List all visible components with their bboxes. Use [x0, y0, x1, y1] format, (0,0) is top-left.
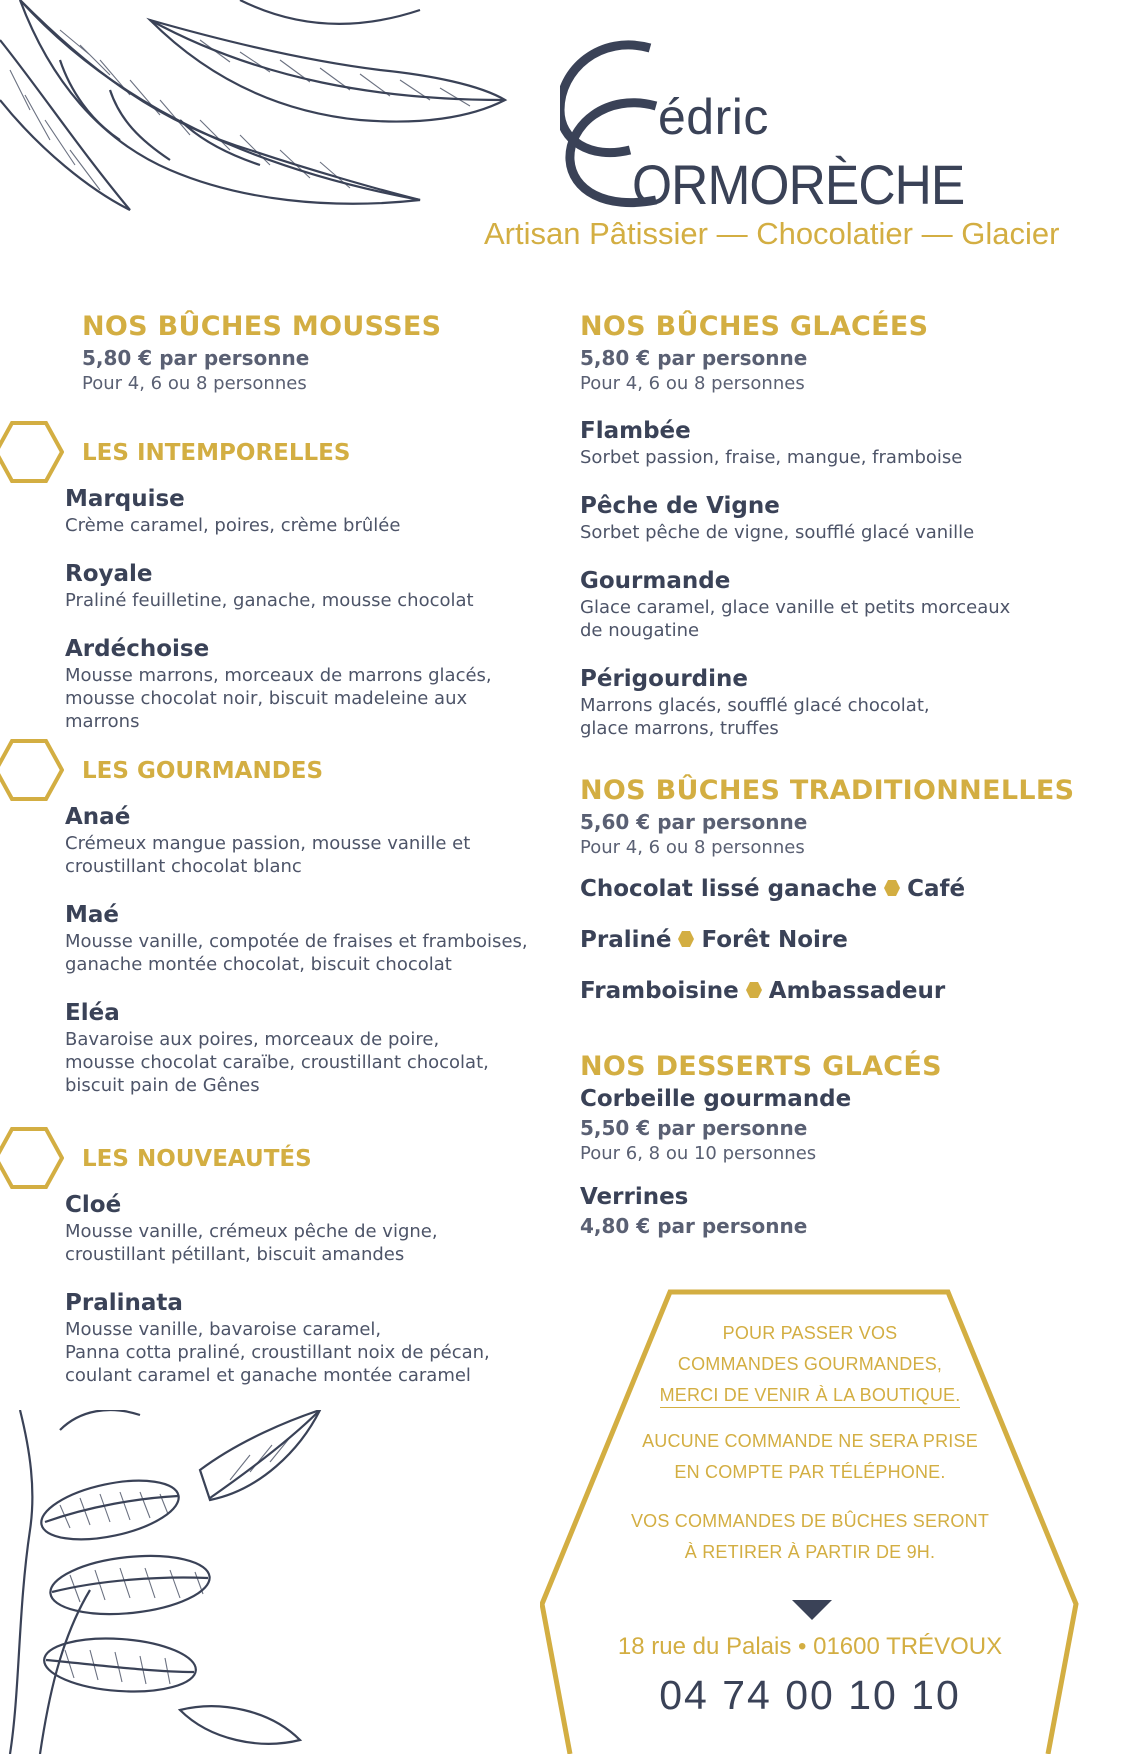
item-desc: ganache montée chocolat, biscuit chocolat — [65, 954, 452, 975]
menu-item — [580, 1182, 1100, 1240]
brand-last-name: ORMORÈCHE — [632, 153, 965, 216]
item-desc: Praliné feuilletine, ganache, mousse chocolat — [65, 590, 474, 611]
hexagon-bullet-icon — [677, 930, 695, 948]
item-desc: Bavaroise aux poires, morceaux de poire, — [65, 1029, 440, 1050]
notice-line: POUR PASSER VOS — [722, 1323, 898, 1343]
hexagon-icon — [0, 1126, 64, 1190]
trad-row — [580, 976, 1110, 1006]
group-intemporelles-title-wrap — [82, 438, 350, 468]
glacees-title: NOS BÛCHES GLACÉES — [580, 311, 929, 342]
mousses-section — [82, 310, 552, 396]
traditionnelles-price: 5,60 € par personne — [580, 810, 808, 834]
menu-item — [580, 416, 1100, 469]
hexagon-icon — [0, 738, 64, 802]
menu-item — [65, 559, 545, 612]
item-desc: Sorbet pêche de vigne, soufflé glacé vanille — [580, 522, 975, 543]
notice-block-3 — [610, 1506, 1010, 1568]
item-portions: Pour 6, 8 ou 10 personnes — [580, 1143, 817, 1164]
item-desc: biscuit pain de Gênes — [65, 1075, 260, 1096]
menu-item — [580, 1084, 1100, 1166]
trad-right: Ambassadeur — [768, 978, 946, 1004]
item-desc: Glace caramel, glace vanille et petits morceaux — [580, 597, 1011, 618]
brand-tagline: Artisan Pâtissier — Chocolatier — Glacier — [484, 216, 1060, 251]
hexagon-icon — [0, 420, 64, 484]
item-desc: croustillant chocolat blanc — [65, 856, 302, 877]
item-desc: Mousse marrons, morceaux de marrons glacés, — [65, 665, 492, 686]
item-name: Gourmande — [580, 568, 731, 594]
glacees-portions: Pour 4, 6 ou 8 personnes — [580, 373, 805, 394]
hexagon-bullet-icon — [745, 981, 763, 999]
hexagon-bullet-icon — [883, 879, 901, 897]
group-title: LES GOURMANDES — [82, 758, 324, 784]
group-gourmandes-title-wrap — [82, 756, 323, 786]
menu-item — [65, 998, 545, 1097]
notice-line: EN COMPTE PAR TÉLÉPHONE. — [674, 1462, 946, 1482]
item-price: 5,50 € par personne — [580, 1116, 808, 1140]
group-title: LES NOUVEAUTÉS — [82, 1146, 312, 1172]
desserts-section — [580, 1050, 1100, 1262]
item-name: Anaé — [65, 804, 131, 830]
item-desc: Mousse vanille, compotée de fraises et framboises, — [65, 931, 528, 952]
item-desc: Crémeux mangue passion, mousse vanille et — [65, 833, 471, 854]
group-nouveautes — [65, 1190, 545, 1409]
item-name: Verrines — [580, 1184, 689, 1210]
group-nouveautes-title-wrap — [82, 1144, 312, 1174]
item-desc: glace marrons, truffes — [580, 718, 779, 739]
item-name: Flambée — [580, 418, 691, 444]
notice-line: À RETIRER À PARTIR DE 9H. — [684, 1542, 936, 1562]
menu-item — [580, 664, 1100, 740]
notice-line: VOS COMMANDES DE BÛCHES SERONT — [630, 1511, 990, 1531]
menu-item — [65, 1288, 545, 1387]
notice-block-2 — [610, 1426, 1010, 1488]
traditionnelles-section — [580, 774, 1110, 1027]
item-desc: de nougatine — [580, 620, 700, 641]
desserts-title: NOS DESSERTS GLACÉS — [580, 1051, 942, 1082]
mousses-price: 5,80 € par personne — [82, 346, 310, 370]
group-title: LES INTEMPORELLES — [82, 440, 351, 466]
menu-item — [580, 566, 1100, 642]
item-name: Pêche de Vigne — [580, 493, 780, 519]
trad-right: Café — [907, 876, 966, 902]
item-name: Cloé — [65, 1192, 122, 1218]
item-name: Pralinata — [65, 1290, 183, 1316]
item-name: Marquise — [65, 486, 185, 512]
item-desc: Sorbet passion, fraise, mangue, framboise — [580, 447, 963, 468]
brand-first-name: édric — [658, 89, 769, 145]
item-desc: mousse chocolat caraïbe, croustillant chocolat, — [65, 1052, 489, 1073]
traditionnelles-title: NOS BÛCHES TRADITIONNELLES — [580, 775, 1075, 806]
group-gourmandes — [65, 802, 545, 1119]
trad-row — [580, 874, 1110, 904]
item-price: 4,80 € par personne — [580, 1214, 808, 1238]
item-desc: Marrons glacés, soufflé glacé chocolat, — [580, 695, 930, 716]
menu-item — [65, 484, 545, 537]
item-name: Eléa — [65, 1000, 120, 1026]
item-name: Corbeille gourmande — [580, 1086, 852, 1112]
item-desc: Crème caramel, poires, crème brûlée — [65, 515, 401, 536]
shop-address: 18 rue du Palais • 01600 TRÉVOUX — [617, 1633, 1003, 1660]
trad-left: Chocolat lissé ganache — [580, 876, 878, 902]
notice-line: AUCUNE COMMANDE NE SERA PRISE — [642, 1431, 978, 1451]
trad-right: Forêt Noire — [701, 927, 848, 953]
notice-underlined-line: MERCI DE VENIR À LA BOUTIQUE. — [660, 1385, 961, 1408]
menu-item — [580, 491, 1100, 544]
notice-block-1 — [610, 1318, 1010, 1411]
mousses-portions: Pour 4, 6 ou 8 personnes — [82, 373, 307, 394]
mousses-title: NOS BÛCHES MOUSSES — [82, 311, 442, 342]
cocoa-pods-illustration-bottom — [0, 1410, 330, 1754]
item-name: Maé — [65, 902, 120, 928]
brand-logo — [560, 40, 1000, 216]
shop-phone: 04 74 00 10 10 — [659, 1672, 961, 1718]
item-name: Ardéchoise — [65, 636, 210, 662]
trad-row — [580, 925, 1110, 955]
trad-left: Framboisine — [580, 978, 739, 1004]
item-desc: Mousse vanille, crémeux pêche de vigne, — [65, 1221, 438, 1242]
notice-line: COMMANDES GOURMANDES, — [677, 1354, 943, 1374]
item-name: Royale — [65, 561, 153, 587]
item-desc: coulant caramel et ganache montée caramel — [65, 1365, 471, 1386]
cocoa-leaves-illustration-top — [0, 0, 520, 250]
item-desc: Panna cotta praliné, croustillant noix de pécan, — [65, 1342, 490, 1363]
item-desc: croustillant pétillant, biscuit amandes — [65, 1244, 405, 1265]
traditionnelles-portions: Pour 4, 6 ou 8 personnes — [580, 837, 805, 858]
menu-item — [65, 1190, 545, 1266]
menu-item — [65, 802, 545, 878]
menu-item — [65, 900, 545, 976]
glacees-section — [580, 310, 1100, 762]
down-triangle-icon — [792, 1600, 832, 1620]
glacees-price: 5,80 € par personne — [580, 346, 808, 370]
menu-item — [65, 634, 545, 733]
item-name: Périgourdine — [580, 666, 748, 692]
item-desc: Mousse vanille, bavaroise caramel, — [65, 1319, 382, 1340]
order-notice — [540, 1288, 1080, 1754]
trad-left: Praliné — [580, 927, 672, 953]
item-desc: mousse chocolat noir, biscuit madeleine aux marrons — [65, 688, 468, 732]
group-intemporelles — [65, 484, 545, 755]
